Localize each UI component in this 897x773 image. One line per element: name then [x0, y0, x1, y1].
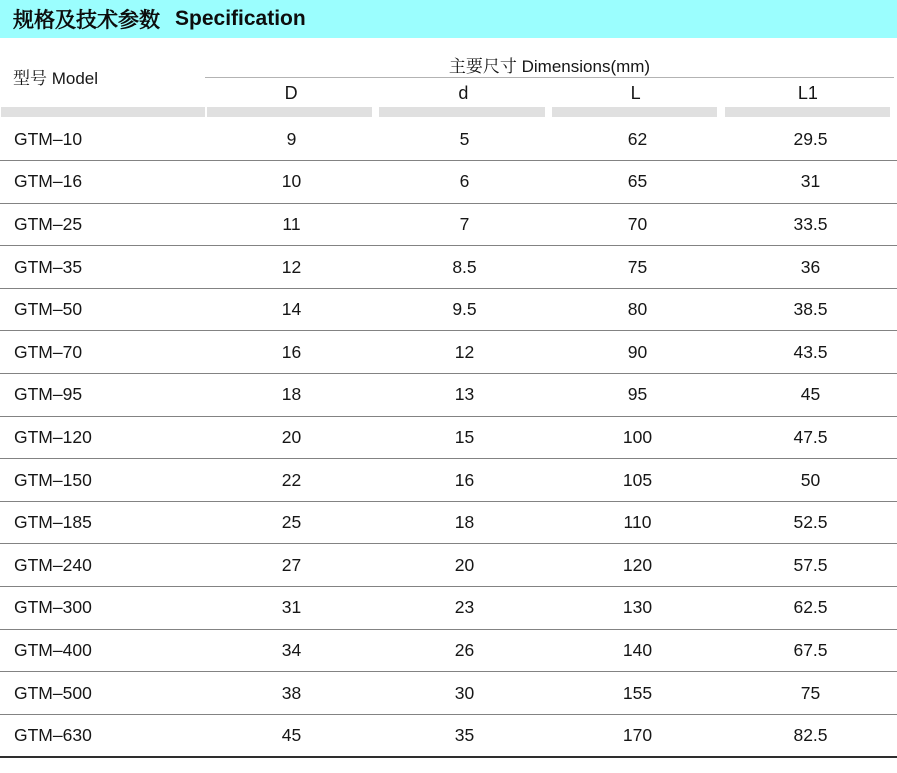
value-L1-cell: 52.5: [724, 501, 897, 544]
table-row: [0, 161, 897, 204]
value-D-cell: 9: [205, 118, 378, 161]
title-chinese: 规格及技术参数: [13, 9, 160, 32]
table-row: [0, 459, 897, 502]
value-d-cell: 12: [378, 331, 551, 374]
value-d-cell: 26: [378, 629, 551, 672]
table-row: [0, 246, 897, 289]
model-cell: GTM–50: [0, 288, 205, 331]
header-separator-bar: [552, 107, 717, 117]
model-cell: GTM–25: [0, 203, 205, 246]
value-L1-cell: 57.5: [724, 544, 897, 587]
title-english: Specification: [175, 7, 306, 30]
value-L-cell: 95: [551, 374, 724, 417]
value-d-cell: 15: [378, 416, 551, 459]
value-d-cell: 18: [378, 501, 551, 544]
value-L1-cell: 47.5: [724, 416, 897, 459]
value-d-cell: 16: [378, 459, 551, 502]
model-cell: GTM–35: [0, 246, 205, 289]
value-L1-cell: 82.5: [724, 714, 897, 757]
value-L-cell: 120: [551, 544, 724, 587]
value-L-cell: 80: [551, 288, 724, 331]
value-L-cell: 90: [551, 331, 724, 374]
value-D-cell: 27: [205, 544, 378, 587]
value-D-cell: 11: [205, 203, 378, 246]
value-D-cell: 38: [205, 672, 378, 715]
value-d-cell: 35: [378, 714, 551, 757]
value-d-cell: 6: [378, 161, 551, 204]
col-header-D: D: [284, 83, 298, 103]
value-L1-cell: 33.5: [724, 203, 897, 246]
value-D-cell: 20: [205, 416, 378, 459]
table-row: [0, 203, 897, 246]
table-row: [0, 416, 897, 459]
model-cell: GTM–630: [0, 714, 205, 757]
dimensions-header-group: [205, 38, 894, 104]
value-D-cell: 16: [205, 331, 378, 374]
header-separator-bar: [1, 107, 205, 117]
value-D-cell: 31: [205, 587, 378, 630]
value-L-cell: 140: [551, 629, 724, 672]
value-d-cell: 8.5: [378, 246, 551, 289]
value-L-cell: 155: [551, 672, 724, 715]
value-L-cell: 110: [551, 501, 724, 544]
value-L1-cell: 75: [724, 672, 897, 715]
model-cell: GTM–300: [0, 587, 205, 630]
value-L-cell: 105: [551, 459, 724, 502]
value-L-cell: 62: [551, 118, 724, 161]
specification-table-body: [0, 118, 897, 757]
value-L1-cell: 38.5: [724, 288, 897, 331]
value-d-cell: 30: [378, 672, 551, 715]
dimension-column-headers: [205, 78, 894, 104]
model-column-header: 型号 Model: [13, 69, 99, 88]
value-L-cell: 170: [551, 714, 724, 757]
model-cell: GTM–500: [0, 672, 205, 715]
model-cell: GTM–185: [0, 501, 205, 544]
col-header-L1: L1: [797, 83, 818, 103]
value-d-cell: 7: [378, 203, 551, 246]
model-cell: GTM–16: [0, 161, 205, 204]
value-d-cell: 23: [378, 587, 551, 630]
model-cell: GTM–400: [0, 629, 205, 672]
value-L1-cell: 62.5: [724, 587, 897, 630]
dimensions-header-label: 主要尺寸 Dimensions(mm): [205, 38, 894, 78]
value-L-cell: 70: [551, 203, 724, 246]
model-cell: GTM–150: [0, 459, 205, 502]
value-L1-cell: 29.5: [724, 118, 897, 161]
value-L-cell: 100: [551, 416, 724, 459]
value-D-cell: 34: [205, 629, 378, 672]
table-row: [0, 501, 897, 544]
table-row: [0, 331, 897, 374]
col-header-L: L: [630, 83, 641, 103]
value-D-cell: 10: [205, 161, 378, 204]
model-cell: GTM–120: [0, 416, 205, 459]
value-D-cell: 25: [205, 501, 378, 544]
value-D-cell: 14: [205, 288, 378, 331]
table-row: [0, 288, 897, 331]
value-D-cell: 18: [205, 374, 378, 417]
specification-table: [0, 118, 897, 758]
value-L-cell: 75: [551, 246, 724, 289]
header-separator-bars: [0, 107, 890, 117]
value-d-cell: 13: [378, 374, 551, 417]
value-L1-cell: 31: [724, 161, 897, 204]
value-L1-cell: 50: [724, 459, 897, 502]
value-D-cell: 22: [205, 459, 378, 502]
section-title-bar: [0, 0, 897, 38]
table-row: [0, 714, 897, 757]
table-row: [0, 118, 897, 161]
value-L1-cell: 67.5: [724, 629, 897, 672]
table-row: [0, 629, 897, 672]
table-row: [0, 544, 897, 587]
value-d-cell: 5: [378, 118, 551, 161]
header-separator-bar: [379, 107, 545, 117]
table-header: [0, 38, 897, 118]
value-L1-cell: 45: [724, 374, 897, 417]
table-row: [0, 374, 897, 417]
model-cell: GTM–10: [0, 118, 205, 161]
model-cell: GTM–70: [0, 331, 205, 374]
col-header-d: d: [458, 83, 469, 103]
value-L1-cell: 36: [724, 246, 897, 289]
model-cell: GTM–240: [0, 544, 205, 587]
table-row: [0, 672, 897, 715]
value-L-cell: 130: [551, 587, 724, 630]
value-L1-cell: 43.5: [724, 331, 897, 374]
value-L-cell: 65: [551, 161, 724, 204]
header-separator-bar: [725, 107, 890, 117]
table-row: [0, 587, 897, 630]
value-d-cell: 20: [378, 544, 551, 587]
value-D-cell: 45: [205, 714, 378, 757]
header-separator-bar: [207, 107, 372, 117]
model-cell: GTM–95: [0, 374, 205, 417]
value-d-cell: 9.5: [378, 288, 551, 331]
value-D-cell: 12: [205, 246, 378, 289]
